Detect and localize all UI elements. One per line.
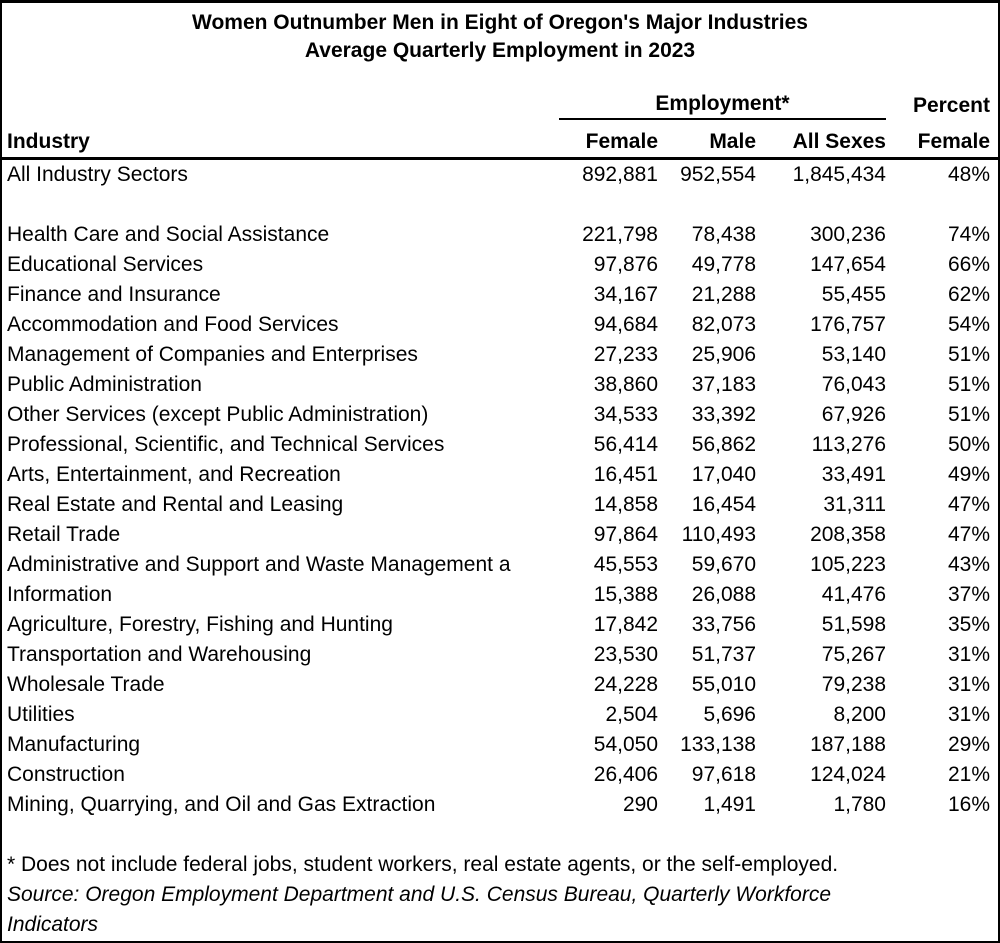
male-cell: 97,618 xyxy=(691,763,756,786)
all-sexes-cell: 176,757 xyxy=(810,313,886,336)
percent-header-line1: Percent xyxy=(912,94,990,117)
header-columns-row xyxy=(2,120,998,157)
female-cell: 24,228 xyxy=(593,673,658,696)
percent-header-line2: Female xyxy=(917,130,990,153)
female-cell: 34,167 xyxy=(593,283,658,306)
male-cell: 33,756 xyxy=(691,613,756,636)
industry-cell: Health Care and Social Assistance xyxy=(7,223,330,246)
industry-cell: Construction xyxy=(7,763,125,786)
female-cell: 97,876 xyxy=(593,253,658,276)
table-row xyxy=(2,490,998,520)
male-cell: 16,454 xyxy=(691,493,756,516)
percent-female-cell: 51% xyxy=(947,343,990,366)
table-row xyxy=(2,760,998,790)
header-group-row xyxy=(2,90,998,120)
female-cell: 15,388 xyxy=(593,583,658,606)
table-row xyxy=(2,340,998,370)
male-cell: 952,554 xyxy=(680,163,756,186)
percent-female-cell: 47% xyxy=(947,523,990,546)
industry-cell: All Industry Sectors xyxy=(7,163,188,186)
female-cell: 2,504 xyxy=(605,703,658,726)
female-cell: 27,233 xyxy=(593,343,658,366)
industry-cell: Educational Services xyxy=(7,253,204,276)
male-cell: 5,696 xyxy=(703,703,756,726)
male-cell: 78,438 xyxy=(691,223,756,246)
all-sexes-cell: 67,926 xyxy=(821,403,886,426)
industry-cell: Transportation and Warehousing xyxy=(7,643,312,666)
male-cell: 82,073 xyxy=(691,313,756,336)
industry-cell: Finance and Insurance xyxy=(7,283,221,306)
table-row xyxy=(2,670,998,700)
percent-female-cell: 51% xyxy=(947,403,990,426)
male-cell: 55,010 xyxy=(691,673,756,696)
table-title-line1: Women Outnumber Men in Eight of Oregon's Major Industries xyxy=(192,11,808,34)
industry-cell: Utilities xyxy=(7,703,75,726)
industry-cell: Professional, Scientific, and Technical Services xyxy=(7,433,445,456)
industry-cell: Public Administration xyxy=(7,373,202,396)
all-sexes-cell: 1,780 xyxy=(833,793,886,816)
female-cell: 23,530 xyxy=(593,643,658,666)
industry-cell: Real Estate and Rental and Leasing xyxy=(7,493,344,516)
industry-cell: Administrative and Support and Waste Management a xyxy=(7,553,511,576)
industry-column-header: Industry xyxy=(7,130,90,153)
male-cell: 33,392 xyxy=(691,403,756,426)
industry-cell: Accommodation and Food Services xyxy=(7,313,339,336)
industry-cell: Agriculture, Forestry, Fishing and Hunting xyxy=(7,613,393,636)
female-column-header: Female xyxy=(585,130,658,153)
male-cell: 133,138 xyxy=(680,733,756,756)
all-sexes-cell: 300,236 xyxy=(810,223,886,246)
industry-cell: Retail Trade xyxy=(7,523,121,546)
male-column-header: Male xyxy=(709,130,756,153)
female-cell: 45,553 xyxy=(593,553,658,576)
table-title-line2: Average Quarterly Employment in 2023 xyxy=(304,39,696,62)
all-sexes-cell: 8,200 xyxy=(833,703,886,726)
industry-cell: Manufacturing xyxy=(7,733,141,756)
male-cell: 1,491 xyxy=(703,793,756,816)
all-sexes-cell: 41,476 xyxy=(821,583,886,606)
table-row xyxy=(2,730,998,760)
all-sexes-cell: 113,276 xyxy=(811,433,886,456)
female-cell: 221,798 xyxy=(582,223,658,246)
table-row xyxy=(2,250,998,280)
percent-female-cell: 43% xyxy=(947,553,990,576)
percent-female-cell: 31% xyxy=(947,703,990,726)
female-cell: 892,881 xyxy=(582,163,658,186)
percent-female-cell: 21% xyxy=(947,763,990,786)
female-cell: 26,406 xyxy=(593,763,658,786)
male-cell: 110,493 xyxy=(681,523,756,546)
male-cell: 26,088 xyxy=(691,583,756,606)
all-sexes-cell: 75,267 xyxy=(821,643,886,666)
female-cell: 14,858 xyxy=(593,493,658,516)
table-row xyxy=(2,550,998,580)
industry-cell: Information xyxy=(7,583,113,606)
all-sexes-cell: 33,491 xyxy=(821,463,886,486)
all-sexes-cell: 31,311 xyxy=(823,493,886,516)
industry-cell: Mining, Quarrying, and Oil and Gas Extraction xyxy=(7,793,436,816)
all-sexes-cell: 76,043 xyxy=(821,373,886,396)
all-sexes-cell: 187,188 xyxy=(810,733,886,756)
percent-female-cell: 49% xyxy=(947,463,990,486)
percent-female-cell: 51% xyxy=(947,373,990,396)
table-header xyxy=(2,90,998,160)
male-cell: 49,778 xyxy=(691,253,756,276)
percent-female-cell: 74% xyxy=(947,223,990,246)
percent-female-cell: 37% xyxy=(947,583,990,606)
all-sexes-cell: 147,654 xyxy=(810,253,886,276)
all-sexes-cell: 124,024 xyxy=(810,763,886,786)
table-title-block xyxy=(2,3,998,90)
industry-cell: Other Services (except Public Administration) xyxy=(7,403,429,426)
male-cell: 56,862 xyxy=(691,433,756,456)
female-cell: 290 xyxy=(622,793,658,816)
percent-female-cell: 50% xyxy=(947,433,990,456)
female-cell: 16,451 xyxy=(593,463,658,486)
male-cell: 25,906 xyxy=(691,343,756,366)
percent-female-cell: 54% xyxy=(947,313,990,336)
female-cell: 94,684 xyxy=(593,313,658,336)
percent-female-cell: 31% xyxy=(947,673,990,696)
table-row xyxy=(2,310,998,340)
table-row xyxy=(2,580,998,610)
percent-female-cell: 62% xyxy=(947,283,990,306)
table-row xyxy=(2,790,998,820)
female-cell: 34,533 xyxy=(593,403,658,426)
table-row xyxy=(2,460,998,490)
male-cell: 17,040 xyxy=(691,463,756,486)
percent-female-cell: 29% xyxy=(947,733,990,756)
female-cell: 54,050 xyxy=(593,733,658,756)
female-cell: 97,864 xyxy=(593,523,658,546)
table-row xyxy=(2,280,998,310)
all-sexes-cell: 79,238 xyxy=(821,673,886,696)
female-cell: 56,414 xyxy=(593,433,658,456)
percent-female-cell: 47% xyxy=(947,493,990,516)
male-cell: 37,183 xyxy=(691,373,756,396)
asterisk-footnote: * Does not include federal jobs, student workers, real estate agents, or the self-employed. xyxy=(7,853,839,876)
employment-group-header: Employment* xyxy=(559,90,886,120)
footnotes xyxy=(2,850,998,940)
industry-cell: Management of Companies and Enterprises xyxy=(7,343,418,366)
table-row xyxy=(2,400,998,430)
all-sexes-cell: 51,598 xyxy=(821,613,886,636)
all-sexes-cell: 1,845,434 xyxy=(792,163,886,186)
percent-female-cell: 35% xyxy=(947,613,990,636)
all-sexes-cell: 208,358 xyxy=(810,523,886,546)
industry-cell: Wholesale Trade xyxy=(7,673,165,696)
source-footnote: Source: Oregon Employment Department and U.S. Census Bureau, Quarterly Workforce Indicators xyxy=(7,883,832,936)
percent-female-cell: 48% xyxy=(947,163,990,186)
table-row xyxy=(2,160,998,190)
male-cell: 51,737 xyxy=(691,643,756,666)
industry-cell: Arts, Entertainment, and Recreation xyxy=(7,463,341,486)
percent-female-cell: 66% xyxy=(947,253,990,276)
table-body xyxy=(2,160,998,820)
female-cell: 38,860 xyxy=(593,373,658,396)
all-sexes-cell: 53,140 xyxy=(821,343,886,366)
table-row xyxy=(2,520,998,550)
all-sexes-column-header: All Sexes xyxy=(792,130,886,153)
table-row xyxy=(2,430,998,460)
table-row xyxy=(2,610,998,640)
table-row xyxy=(2,700,998,730)
male-cell: 59,670 xyxy=(691,553,756,576)
all-sexes-cell: 55,455 xyxy=(821,283,886,306)
table-row xyxy=(2,220,998,250)
blank-row xyxy=(2,190,998,220)
all-sexes-cell: 105,223 xyxy=(810,553,886,576)
male-cell: 21,288 xyxy=(691,283,756,306)
percent-female-cell: 16% xyxy=(947,793,990,816)
percent-female-cell: 31% xyxy=(947,643,990,666)
female-cell: 17,842 xyxy=(593,613,658,636)
table-row xyxy=(2,640,998,670)
table-row xyxy=(2,370,998,400)
